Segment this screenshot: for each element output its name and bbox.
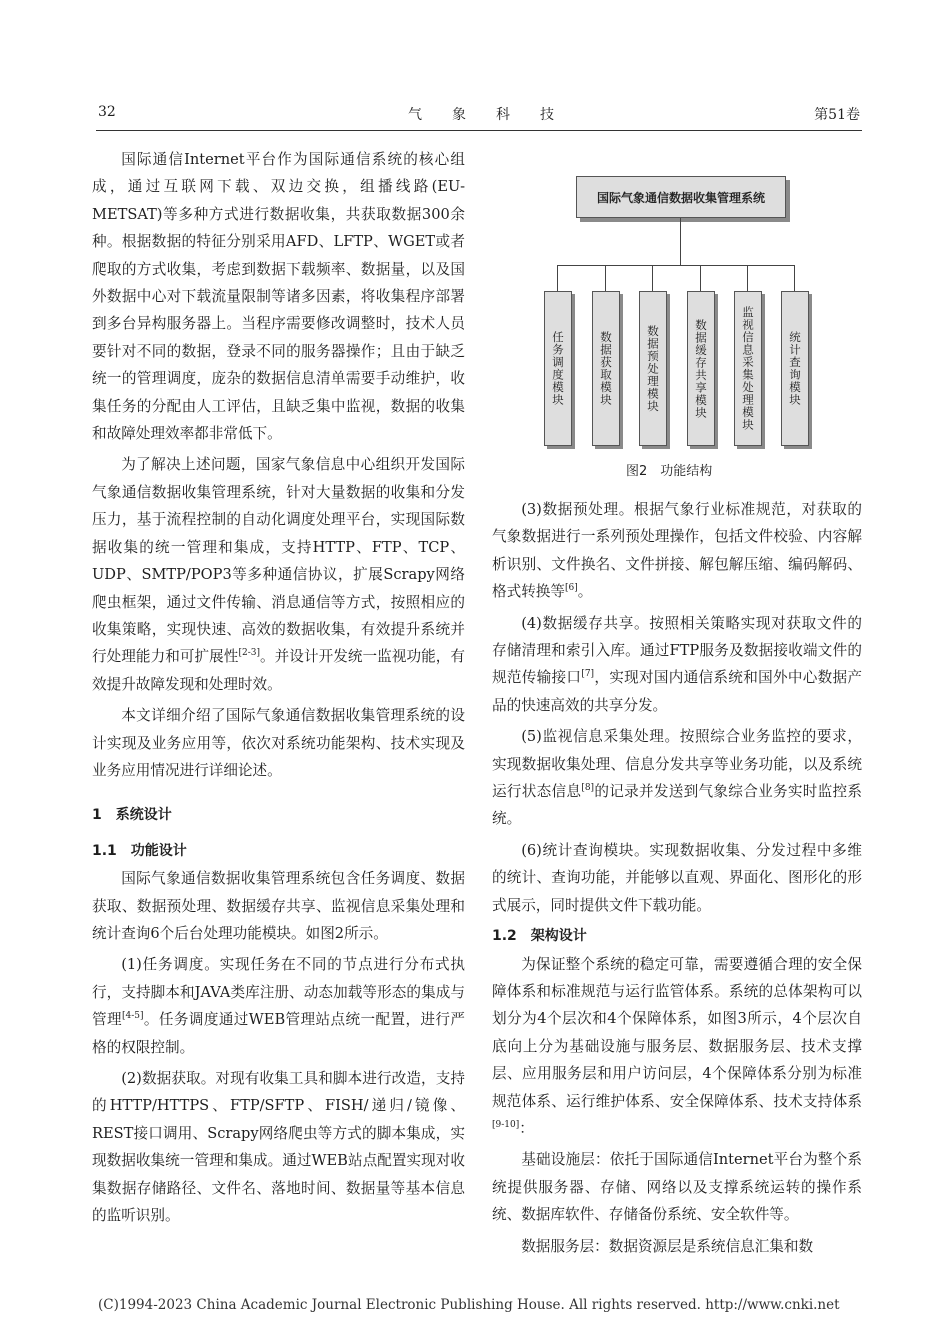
citation: [8] [581, 783, 595, 794]
paragraph [92, 951, 465, 1061]
paragraph: 国际通信Internet平台作为国际通信系统的核心组成，通过互联网下载、双边交换，组播线路(EU-METSAT)等多种方式进行数据收集，共获取数据300余种。根据数据的特征分别采用AFD、LFTP、WGET或者爬取的方式收集，考虑到数据下载频率、数据量，以及国外数据中心对下载流量限制等诸多因素，将收集程序部署到多台异构服务器上。当程序需要修改调整时，技术人员要针对不同的数据，登录不同的服务器操作；且由于缺乏统一的管理调度，庞杂的数据信息清单需要手动维护，收集任务的分配由人工评估，且缺乏集中监视，数据的收集和故障处理效率都非常低下。 [92, 151, 465, 443]
subsection-heading: 1.1 功能设计 [92, 842, 187, 859]
module-box-data-acquisition: 数据获取模块 [592, 291, 620, 446]
paragraph-text: 。任务调度通过WEB管理站点统一配置，进行严格的权限控制。 [92, 1011, 465, 1056]
paragraph [92, 451, 465, 698]
connector-line [557, 265, 794, 266]
journal-title: 气象科技 [408, 107, 584, 123]
module-box-statistics: 统计查询模块 [781, 291, 809, 446]
volume-label: 第51卷 [814, 107, 860, 123]
paragraph: 数据服务层：数据资源层是系统信息汇集和数 [521, 1237, 814, 1255]
connector-line [794, 265, 795, 291]
copyright-footer: (C)1994-2023 China Academic Journal Electronic Publishing House. All rights reserved. http://www.cnki.net [98, 1297, 840, 1313]
paragraph-text: 。 [577, 583, 593, 601]
figure-caption: 图2 功能结构 [626, 464, 713, 479]
paragraph: 国际气象通信数据收集管理系统包含任务调度、数据获取、数据预处理、数据缓存共享、监视信息采集处理和统计查询6个后台处理功能模块。如图2所示。 [92, 870, 465, 942]
connector-line [680, 218, 681, 265]
paragraph-text: (4)数据缓存共享。按照相关策略实现对获取文件的存储清理和索引入库。通过FTP服务及数据接收端文件的规范传输接口 [492, 614, 862, 687]
paragraph [492, 951, 862, 1143]
module-box-task-scheduling: 任务调度模块 [544, 291, 572, 446]
citation: [4-5] [121, 1011, 144, 1022]
system-root-box: 国际气象通信数据收集管理系统 [576, 176, 786, 218]
paragraph-text: ，实现对国内通信系统和国外中心数据产品的快速高效的共享分发。 [492, 669, 862, 714]
paragraph-text: ： [519, 1119, 534, 1137]
paragraph [492, 723, 862, 833]
section-heading: 1 系统设计 [92, 807, 172, 824]
connector-line [700, 265, 701, 291]
module-box-monitoring: 监视信息采集处理模块 [734, 291, 762, 446]
connector-line [747, 265, 748, 291]
paragraph-text: 为保证整个系统的稳定可靠，需要遵循合理的安全保障体系和标准规范与运行监管体系。系统的总体架构可以划分为4个层次和4个保障体系，如图3所示，4个层次自底向上分为基础设施与服务层、数据服务层、技术支撑层、应用服务层和用户访问层，4个保障体系分别为标准规范体系、运行维护体系、安全保障体系、技术支持体系 [492, 955, 862, 1110]
paragraph [492, 496, 862, 606]
paragraph-text: (3)数据预处理。根据气象行业标准规范，对获取的气象数据进行一系列预处理操作，包括文件校验、内容解析识别、文件换名、文件拼接、解包解压缩、编码解码、格式转换等 [492, 501, 862, 601]
running-header [98, 104, 860, 126]
paragraph-text: (1)任务调度。实现任务在不同的节点进行分布式执行，支持脚本和JAVA类库注册、动态加载等形态的集成与管理 [92, 956, 465, 1029]
connector-line [557, 265, 558, 291]
module-box-cache-sharing: 数据缓存共享模块 [687, 291, 715, 446]
subsection-heading: 1.2 架构设计 [492, 928, 587, 945]
citation: [2-3] [238, 648, 260, 659]
figure-2-diagram [540, 172, 820, 478]
paragraph: 本文详细介绍了国际气象通信数据收集管理系统的设计实现及业务应用等，依次对系统功能架构、技术实现及业务应用情况进行详细论述。 [92, 707, 465, 779]
left-column [92, 146, 465, 1229]
citation: [9-10] [492, 1120, 520, 1131]
module-box-preprocessing: 数据预处理模块 [639, 291, 667, 446]
paragraph: 基础设施层：依托于国际通信Internet平台为整个系统提供服务器、存储、网络以及支撑系统运转的操作系统、数据库软件、存储备份系统、安全软件等。 [492, 1151, 862, 1224]
paragraph: (6)统计查询模块。实现数据收集、分发过程中多维的统计、查询功能，并能够以直观、界面化、图形化的形式展示，同时提供文件下载功能。 [492, 841, 862, 914]
page-number: 32 [98, 104, 116, 120]
citation: [6] [564, 583, 578, 594]
citation: [7] [581, 669, 595, 680]
paragraph-text: 。并设计开发统一监视功能，有效提升故障发现和处理时效。 [92, 648, 465, 693]
paragraph [492, 610, 862, 720]
header-rule [96, 130, 862, 131]
paragraph-text: (5)监视信息采集处理。按照综合业务监控的要求，实现数据收集处理、信息分发共享等业务功能，以及系统运行状态信息 [492, 728, 862, 801]
paragraph-text: 为了解决上述问题，国家气象信息中心组织开发国际气象通信数据收集管理系统，针对大量数据的收集和分发压力，基于流程控制的自动化调度处理平台，实现国际数据收集的统一管理和集成，支持HTTP、FTP、TCP、UDP、SMTP/POP3等多种通信协议，扩展Scrapy网络爬虫框架，通过文件传输、消息通信等方式，按照相应的收集策略，实现快速、高效的数据收集，有效提升系统并行处理能力和可扩展性 [92, 456, 465, 666]
paragraph-text: 的记录并发送到气象综合业务实时监控系统。 [492, 783, 862, 828]
right-column [492, 496, 862, 1260]
paragraph: (2)数据获取。对现有收集工具和脚本进行改造，支持的HTTP/HTTPS、FTP/SFTP、FISH/递归/镜像、REST接口调用、Scrapy网络爬虫等方式的脚本集成，实现数据收集统一管理和集成。通过WEB站点配置实现对收集数据存储路径、文件名、落地时间、数据量等基本信息的监听识别。 [92, 1070, 465, 1225]
connector-line [605, 265, 606, 291]
connector-line [652, 265, 653, 291]
